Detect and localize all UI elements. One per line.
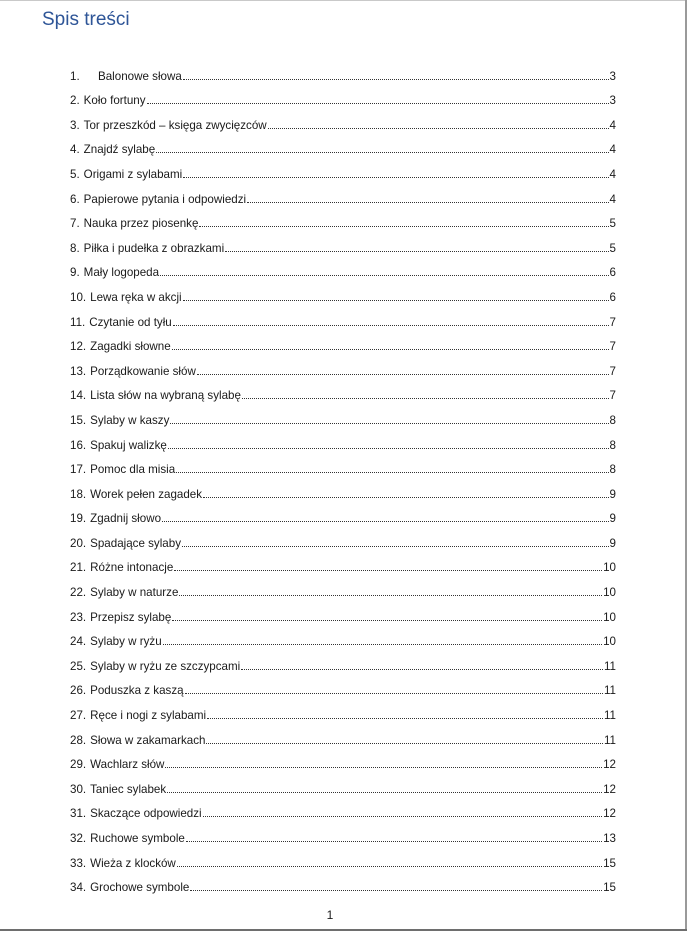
toc-entry-page: 7: [609, 364, 616, 378]
toc-entry[interactable]: [70, 845, 616, 870]
toc-entry-number: 26.: [70, 684, 87, 698]
toc-entry[interactable]: [70, 58, 616, 83]
toc-entry-title: Nauka przez piosenkę: [83, 217, 199, 231]
toc-dot-leader: [242, 397, 609, 399]
toc-entry-page: 8: [609, 438, 616, 452]
toc-entry[interactable]: [70, 599, 616, 624]
toc-dot-leader: [168, 447, 609, 449]
toc-dot-leader: [225, 250, 608, 252]
toc-entry-number: 34.: [70, 881, 87, 895]
toc-entry-page: 3: [609, 94, 616, 108]
toc-dot-leader: [160, 274, 608, 276]
toc-dot-leader: [163, 643, 602, 645]
toc-entry[interactable]: [70, 206, 616, 231]
toc-entry-number: 1.: [70, 69, 80, 83]
toc-entry-number: 32.: [70, 832, 87, 845]
toc-entry-title: Worek pełen zagadek: [90, 487, 203, 501]
toc-entry[interactable]: [70, 501, 616, 526]
toc-entry-title: Papierowe pytania i odpowiedzi: [83, 192, 247, 206]
toc-entry-number: 29.: [70, 758, 87, 772]
toc-entry[interactable]: [70, 476, 616, 501]
toc-entry[interactable]: [70, 525, 616, 550]
toc-entry[interactable]: [70, 820, 616, 845]
toc-entry[interactable]: [70, 722, 616, 747]
toc-dot-leader: [203, 815, 602, 817]
toc-entry-title: Tor przeszkód – księga zwycięzców: [83, 118, 267, 132]
toc-dot-leader: [172, 348, 609, 350]
toc-entry-page: 10: [603, 561, 616, 575]
toc-entry-number: 5.: [70, 167, 80, 181]
toc-entry[interactable]: [70, 648, 616, 673]
toc-entry-page: 6: [609, 290, 616, 304]
toc-entry-number: 22.: [70, 586, 87, 600]
toc-dot-leader: [207, 717, 603, 719]
toc-entry-title: Porządkowanie słów: [90, 364, 196, 378]
toc-entry-page: 10: [603, 635, 616, 649]
toc-entry-page: 4: [609, 143, 616, 157]
toc-dot-leader: [173, 324, 609, 326]
toc-entry-title: Balonowe słowa: [98, 69, 182, 83]
toc-entry-page: 10: [603, 586, 616, 600]
toc-entry-title: Sylaby w naturze: [90, 586, 179, 600]
toc-entry-page: 9: [609, 487, 616, 501]
toc-entry-number: 2.: [70, 94, 80, 108]
toc-entry-title: Pomoc dla misia: [90, 463, 176, 477]
toc-dot-leader: [185, 692, 603, 694]
toc-heading: Spis treści: [42, 9, 130, 30]
toc-entry[interactable]: [70, 550, 616, 575]
toc-entry-title: Lista słów na wybraną sylabę: [90, 389, 241, 403]
toc-entry-title: Grochowe symbole: [90, 881, 190, 895]
toc-entry-title: Słowa w zakamarkach: [90, 733, 206, 747]
toc-entry-page: 9: [609, 536, 616, 550]
toc-dot-leader: [197, 373, 609, 375]
toc-entry-title: Sylaby w ryżu ze szczypcami: [90, 659, 241, 673]
toc-entry-page: 3: [609, 69, 616, 83]
toc-entry-number: 18.: [70, 487, 87, 501]
toc-entry[interactable]: [70, 870, 616, 895]
toc-entry-title: Lewa ręka w akcji: [90, 290, 182, 304]
toc-entry-title: Piłka i pudełka z obrazkami: [83, 241, 225, 255]
toc-entry-number: 13.: [70, 364, 87, 378]
toc-entry-title: Przepisz sylabę: [90, 610, 172, 624]
toc-entry-number: 15.: [70, 413, 87, 427]
toc-entry-number: 4.: [70, 143, 80, 157]
toc-entry-title: Spakuj walizkę: [90, 438, 167, 452]
toc-entry-title: Ręce i nogi z sylabami: [90, 709, 207, 723]
toc-entry-page: 11: [603, 733, 616, 747]
toc-entry-page: 7: [609, 389, 616, 403]
toc-entry-title: Zagadki słowne: [90, 340, 171, 354]
toc-entry[interactable]: [70, 230, 616, 255]
page-number: 1: [326, 908, 334, 922]
toc-dot-leader: [183, 78, 609, 80]
toc-entry[interactable]: [70, 673, 616, 698]
toc-entry-number: 19.: [70, 512, 87, 526]
toc-entry-number: 16.: [70, 438, 87, 452]
toc-entry-number: 21.: [70, 561, 87, 575]
toc-entry-number: 17.: [70, 463, 87, 477]
toc-dot-leader: [203, 496, 608, 498]
toc-entry-number: 9.: [70, 266, 80, 280]
toc-entry-title: Skaczące odpowiedzi: [90, 807, 202, 821]
toc-entry[interactable]: [70, 771, 616, 796]
toc-entry-page: 15: [603, 881, 616, 895]
toc-entry-number: 6.: [70, 192, 80, 206]
toc-entry-page: 12: [603, 758, 616, 772]
toc-entry-title: Spadające sylaby: [90, 536, 182, 550]
toc-entry-number: 10.: [70, 290, 87, 304]
table-of-contents: [70, 58, 616, 894]
toc-entry-number: 31.: [70, 807, 87, 821]
toc-entry-number: 7.: [70, 217, 80, 231]
toc-entry[interactable]: [70, 796, 616, 821]
toc-entry-number: 30.: [70, 782, 87, 796]
toc-entry[interactable]: [70, 329, 616, 354]
toc-entry-title: Mały logopeda: [83, 266, 160, 280]
toc-entry-title: Koło fortuny: [83, 94, 146, 108]
toc-entry-title: Znajdź sylabę: [83, 143, 156, 157]
toc-dot-leader: [241, 668, 603, 670]
toc-dot-leader: [172, 619, 602, 621]
toc-entry[interactable]: [70, 132, 616, 157]
toc-entry-page: 15: [603, 856, 616, 870]
toc-dot-leader: [177, 865, 602, 867]
toc-entry-page: 8: [609, 413, 616, 427]
toc-entry-number: 25.: [70, 659, 87, 673]
toc-entry-title: Różne intonacje: [90, 561, 174, 575]
toc-entry-title: Sylaby w ryżu: [90, 635, 162, 649]
toc-entry-page: 12: [603, 807, 616, 821]
toc-entry-title: Taniec sylabek: [90, 782, 167, 796]
toc-entry-page: 7: [609, 340, 616, 354]
toc-entry-number: 8.: [70, 241, 80, 255]
toc-entry-title: Czytanie od tyłu: [89, 315, 172, 329]
toc-entry[interactable]: [70, 279, 616, 304]
toc-dot-leader: [179, 594, 602, 596]
toc-entry[interactable]: [70, 255, 616, 280]
toc-entry-page: 11: [603, 684, 616, 698]
toc-entry-title: Zgadnij słowo: [90, 512, 162, 526]
toc-entry[interactable]: [70, 107, 616, 132]
toc-dot-leader: [147, 102, 609, 104]
toc-dot-leader: [176, 471, 608, 473]
toc-entry-page: 6: [609, 266, 616, 280]
toc-entry[interactable]: [70, 747, 616, 772]
toc-dot-leader: [183, 299, 609, 301]
toc-entry[interactable]: [70, 156, 616, 181]
toc-dot-leader: [183, 176, 608, 178]
toc-dot-leader: [170, 422, 608, 424]
toc-entry-page: 11: [603, 659, 616, 673]
toc-dot-leader: [182, 545, 609, 547]
toc-entry-title: Ruchowe symbole: [90, 832, 185, 845]
toc-entry-number: 24.: [70, 635, 87, 649]
toc-entry[interactable]: [70, 427, 616, 452]
toc-entry[interactable]: [70, 697, 616, 722]
toc-dot-leader: [162, 520, 609, 522]
toc-entry-title: Wachlarz słów: [90, 758, 165, 772]
toc-entry-page: 7: [609, 315, 616, 329]
toc-entry-number: 33.: [70, 856, 87, 870]
toc-entry[interactable]: [70, 378, 616, 403]
toc-entry-number: 11.: [70, 315, 86, 329]
toc-entry[interactable]: [70, 353, 616, 378]
toc-entry-page: 12: [603, 782, 616, 796]
toc-entry-page: 5: [609, 217, 616, 231]
toc-entry-page: 11: [603, 709, 616, 723]
toc-entry-page: 4: [609, 167, 616, 181]
toc-entry-page: 5: [609, 241, 616, 255]
toc-entry-page: 10: [603, 610, 616, 624]
toc-dot-leader: [167, 791, 602, 793]
toc-entry-page: 4: [609, 192, 616, 206]
toc-entry-page: 13: [603, 832, 616, 845]
toc-entry[interactable]: [70, 402, 616, 427]
toc-entry-title: Wieża z klocków: [90, 856, 176, 870]
toc-dot-leader: [186, 840, 602, 842]
toc-dot-leader: [268, 127, 609, 129]
toc-dot-leader: [165, 766, 602, 768]
toc-entry[interactable]: [70, 452, 616, 477]
toc-dot-leader: [199, 225, 608, 227]
toc-entry-number: 27.: [70, 709, 87, 723]
toc-entry-title: Origami z sylabami: [83, 167, 183, 181]
toc-dot-leader: [156, 151, 608, 153]
toc-entry-number: 23.: [70, 610, 87, 624]
toc-entry[interactable]: [70, 304, 616, 329]
toc-entry-number: 20.: [70, 536, 87, 550]
toc-entry-title: Poduszka z kaszą: [90, 684, 184, 698]
toc-dot-leader: [174, 569, 602, 571]
toc-entry[interactable]: [70, 574, 616, 599]
toc-entry[interactable]: [70, 83, 616, 108]
page-top-edge: [0, 0, 687, 1]
toc-entry-title: Sylaby w kaszy: [90, 413, 170, 427]
toc-entry-page: 4: [609, 118, 616, 132]
toc-dot-leader: [206, 742, 602, 744]
toc-dot-leader: [247, 201, 608, 203]
toc-entry-page: 8: [609, 463, 616, 477]
toc-entry-number: 3.: [70, 118, 80, 132]
toc-entry[interactable]: [70, 181, 616, 206]
toc-entry-number: 12.: [70, 340, 87, 354]
toc-entry-number: 14.: [70, 389, 87, 403]
toc-dot-leader: [190, 889, 602, 891]
toc-entry[interactable]: [70, 624, 616, 649]
toc-entry-page: 9: [609, 512, 616, 526]
toc-entry-number: 28.: [70, 733, 87, 747]
